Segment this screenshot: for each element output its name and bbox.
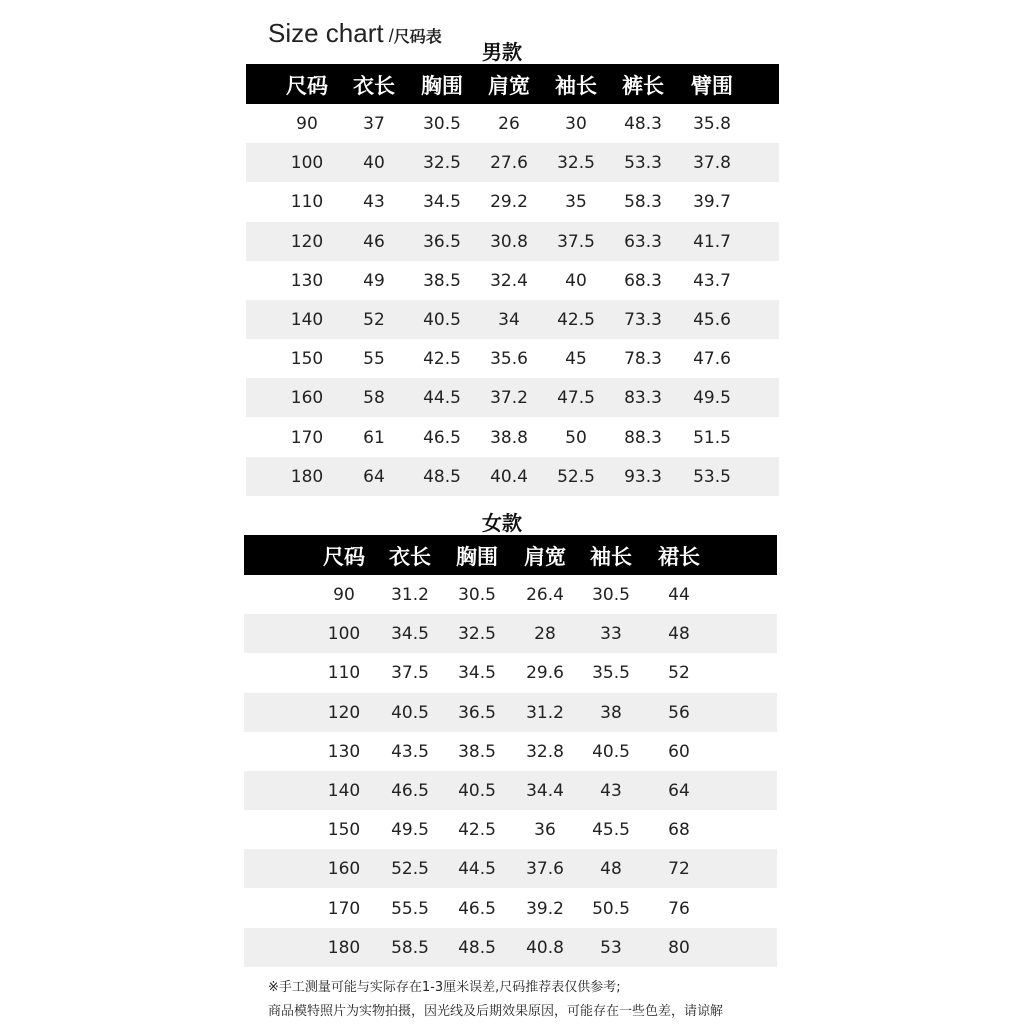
men-table-cell: 50	[565, 427, 587, 448]
men-table-row	[246, 300, 779, 339]
women-header-cell: 袖长	[590, 545, 632, 569]
men-table-cell: 35	[565, 192, 587, 213]
men-table-row	[246, 339, 779, 378]
men-table-cell: 90	[296, 114, 318, 134]
men-table-cell: 44.5	[423, 388, 461, 409]
women-table-cell: 43	[600, 781, 622, 801]
men-table-cell: 43.7	[693, 270, 731, 291]
men-header-cell: 尺码	[286, 74, 328, 98]
men-table-cell: 30.8	[490, 231, 528, 252]
women-table-cell: 48	[600, 859, 622, 880]
men-table-cell: 32.5	[423, 153, 461, 174]
women-table-cell: 31.2	[391, 585, 429, 605]
women-table-row	[244, 614, 777, 653]
women-table-cell: 180	[327, 937, 361, 958]
men-table-cell: 170	[290, 427, 324, 448]
men-header-cell: 衣长	[353, 74, 395, 98]
women-table-cell: 38.5	[458, 741, 496, 762]
women-table-row	[244, 889, 777, 928]
women-table-cell: 26.4	[526, 585, 564, 605]
men-table-cell: 46.5	[423, 427, 461, 448]
women-table-cell: 52.5	[391, 859, 429, 880]
women-table-cell: 40.5	[391, 702, 429, 723]
women-table-cell: 110	[327, 663, 361, 684]
men-table-cell: 41.7	[693, 231, 731, 252]
men-table-row	[246, 222, 779, 261]
men-table-cell: 63.3	[624, 231, 662, 252]
women-table-row	[244, 771, 777, 810]
men-table-cell: 45.6	[693, 310, 731, 330]
title-sub: 尺码表	[393, 27, 442, 46]
women-table-cell: 33	[600, 624, 622, 645]
women-table-cell: 32.8	[526, 741, 564, 762]
men-table-cell: 47.6	[693, 349, 731, 370]
women-table-row	[244, 849, 777, 888]
men-table-cell: 48.5	[423, 466, 461, 487]
men-table-cell: 52	[363, 310, 385, 330]
men-table-cell: 34.5	[423, 192, 461, 213]
men-table-cell: 180	[290, 466, 324, 487]
women-header-cell: 衣长	[389, 545, 431, 569]
women-table-row	[244, 693, 777, 732]
women-header-row	[244, 535, 777, 575]
women-header-cell: 裙长	[658, 545, 700, 569]
women-table-row	[244, 810, 777, 849]
women-table-cell: 46.5	[391, 781, 429, 801]
women-table-cell: 31.2	[526, 702, 564, 723]
men-table-cell: 42.5	[423, 349, 461, 370]
men-table-cell: 40	[565, 270, 587, 291]
men-table-cell: 73.3	[624, 310, 662, 330]
men-table-cell: 38.5	[423, 270, 461, 291]
women-table-cell: 49.5	[391, 820, 429, 841]
men-table-cell: 58	[363, 388, 385, 409]
women-table-cell: 140	[327, 781, 361, 801]
women-table-cell: 40.5	[592, 741, 630, 762]
women-table-cell: 29.6	[526, 663, 564, 684]
men-table-cell: 47.5	[557, 388, 595, 409]
men-table-cell: 140	[290, 310, 324, 330]
women-table-cell: 46.5	[458, 898, 496, 919]
men-header-cell: 袖长	[555, 74, 597, 98]
women-table-cell: 55.5	[391, 898, 429, 919]
men-table-cell: 40	[363, 153, 385, 174]
women-table-row	[244, 928, 777, 967]
men-table-cell: 49.5	[693, 388, 731, 409]
men-header-cell: 臂围	[691, 74, 733, 98]
women-table-cell: 52	[668, 663, 690, 684]
women-table-cell: 28	[534, 624, 556, 645]
color-note: 商品模特照片为实物拍摄，因光线及后期效果原因，可能存在一些色差，请谅解	[268, 1004, 724, 1019]
men-table-cell: 45	[565, 349, 587, 370]
women-table-cell: 32.5	[458, 624, 496, 645]
men-table-cell: 37.5	[557, 231, 595, 252]
women-table-cell: 30.5	[592, 585, 630, 605]
men-table-cell: 83.3	[624, 388, 662, 409]
women-table-cell: 120	[327, 702, 361, 723]
women-table-cell: 80	[668, 937, 690, 958]
women-table-cell: 64	[668, 781, 690, 801]
men-table-cell: 27.6	[490, 153, 528, 174]
women-table-cell: 30.5	[458, 585, 496, 605]
men-table-cell: 130	[290, 270, 324, 291]
women-table-cell: 44.5	[458, 859, 496, 880]
men-header-row	[246, 64, 779, 104]
women-table-cell: 60	[668, 741, 690, 762]
women-table-row	[244, 575, 777, 614]
men-table-row	[246, 457, 779, 496]
men-table-cell: 30.5	[423, 114, 461, 134]
women-table-cell: 72	[668, 859, 690, 880]
men-table-cell: 88.3	[624, 427, 662, 448]
women-table-row	[244, 732, 777, 771]
men-table-row	[246, 104, 779, 143]
women-table-cell: 40.5	[458, 781, 496, 801]
women-table-row	[244, 653, 777, 692]
men-table-cell: 120	[290, 231, 324, 252]
men-section-label: 男款	[482, 40, 522, 64]
women-table-cell: 53	[600, 937, 622, 958]
women-table-cell: 42.5	[458, 820, 496, 841]
women-section-label: 女款	[482, 511, 522, 535]
women-table-cell: 44	[668, 585, 690, 605]
women-table-cell: 50.5	[592, 898, 630, 919]
men-table-cell: 40.4	[490, 466, 528, 487]
title-main: Size chart	[268, 18, 384, 48]
men-table-cell: 48.3	[624, 114, 662, 134]
men-table-cell: 68.3	[624, 270, 662, 291]
men-table-cell: 61	[363, 427, 385, 448]
women-table-cell: 76	[668, 898, 690, 919]
men-table-cell: 37.2	[490, 388, 528, 409]
men-table-cell: 26	[498, 114, 520, 134]
women-table-cell: 37.6	[526, 859, 564, 880]
men-table-cell: 43	[363, 192, 385, 213]
women-table-cell: 100	[327, 624, 361, 645]
women-table-cell: 45.5	[592, 820, 630, 841]
men-table-row	[246, 261, 779, 300]
men-table-cell: 30	[565, 114, 587, 134]
men-table-cell: 34	[498, 310, 520, 330]
men-table-cell: 46	[363, 231, 385, 252]
men-table-row	[246, 418, 779, 457]
measurement-note: ※手工测量可能与实际存在1-3厘米误差,尺码推荐表仅供参考;	[268, 980, 621, 995]
women-table-cell: 38	[600, 702, 622, 723]
size-chart-title	[268, 18, 442, 49]
men-size-table	[246, 64, 779, 496]
women-table-cell: 170	[327, 898, 361, 919]
men-table-cell: 53.5	[693, 466, 731, 487]
women-table-cell: 150	[327, 820, 361, 841]
women-table-cell: 36	[534, 820, 556, 841]
men-table-cell: 37.8	[693, 153, 731, 174]
men-header-cell: 裤长	[622, 74, 664, 98]
women-header-cell: 尺码	[323, 545, 365, 569]
men-header-cell: 胸围	[421, 74, 463, 98]
women-table-cell: 39.2	[526, 898, 564, 919]
women-table-cell: 34.5	[391, 624, 429, 645]
men-table-cell: 64	[363, 466, 385, 487]
men-table-cell: 53.3	[624, 153, 662, 174]
women-size-table	[244, 535, 777, 967]
women-table-cell: 56	[668, 702, 690, 723]
men-table-cell: 93.3	[624, 466, 662, 487]
men-table-cell: 35.8	[693, 114, 731, 134]
men-table-cell: 58.3	[624, 192, 662, 213]
men-table-cell: 35.6	[490, 349, 528, 370]
women-table-cell: 48.5	[458, 937, 496, 958]
men-table-cell: 51.5	[693, 427, 731, 448]
men-table-cell: 150	[290, 349, 324, 370]
men-table-cell: 29.2	[490, 192, 528, 213]
women-table-cell: 160	[327, 859, 361, 880]
women-table-cell: 58.5	[391, 937, 429, 958]
men-table-cell: 78.3	[624, 349, 662, 370]
women-table-cell: 34.5	[458, 663, 496, 684]
men-table-cell: 37	[363, 114, 385, 134]
men-table-cell: 32.5	[557, 153, 595, 174]
women-table-cell: 43.5	[391, 741, 429, 762]
women-table-cell: 130	[327, 741, 361, 762]
men-header-cell: 肩宽	[488, 74, 530, 98]
women-table-cell: 35.5	[592, 663, 630, 684]
men-table-row	[246, 182, 779, 221]
women-table-cell: 40.8	[526, 937, 564, 958]
men-table-cell: 100	[290, 153, 324, 174]
women-table-cell: 34.4	[526, 781, 564, 801]
men-table-cell: 55	[363, 349, 385, 370]
women-table-cell: 37.5	[391, 663, 429, 684]
women-table-cell: 36.5	[458, 702, 496, 723]
men-table-cell: 36.5	[423, 231, 461, 252]
women-header-cell: 肩宽	[524, 545, 566, 569]
women-header-cell: 胸围	[456, 545, 498, 569]
men-table-cell: 42.5	[557, 310, 595, 330]
women-table-cell: 68	[668, 820, 690, 841]
women-table-cell: 48	[668, 624, 690, 645]
men-table-cell: 32.4	[490, 270, 528, 291]
title-separator: /	[388, 26, 394, 46]
men-table-cell: 38.8	[490, 427, 528, 448]
men-table-cell: 110	[290, 192, 324, 213]
men-table-cell: 160	[290, 388, 324, 409]
men-table-cell: 49	[363, 270, 385, 291]
men-table-row	[246, 378, 779, 417]
men-table-cell: 40.5	[423, 310, 461, 330]
men-table-cell: 39.7	[693, 192, 731, 213]
women-table-cell: 90	[333, 585, 355, 605]
men-table-row	[246, 143, 779, 182]
men-table-cell: 52.5	[557, 466, 595, 487]
